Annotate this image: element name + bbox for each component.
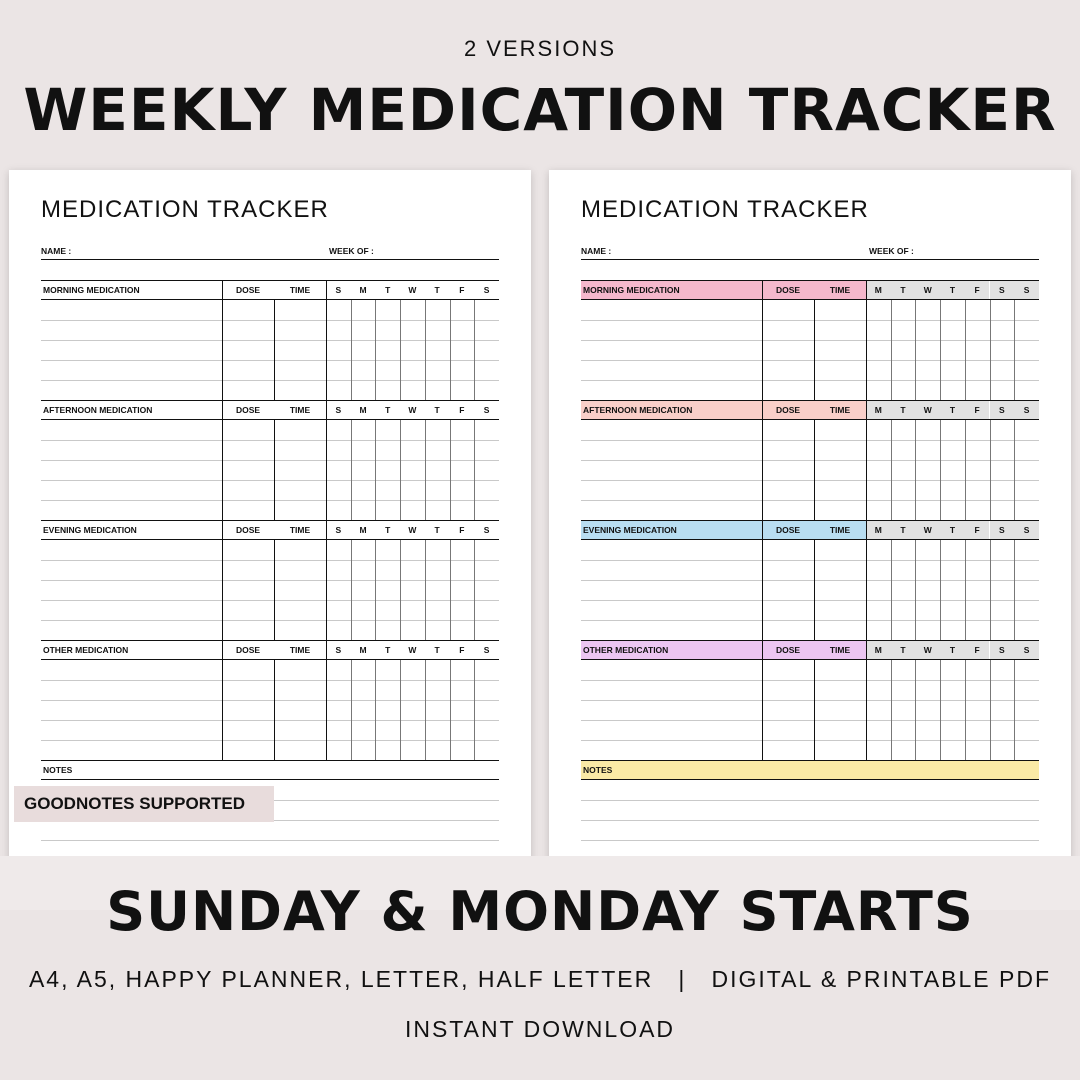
day-header: F [965,281,990,299]
column-divider [474,540,475,640]
row-line [41,560,499,561]
column-divider [990,420,991,520]
day-header: W [400,641,425,659]
day-header: S [1014,401,1039,419]
row-line [581,680,1039,681]
column-divider [400,420,401,520]
column-divider [965,660,966,760]
day-header: F [965,521,990,539]
column-divider [866,521,867,541]
sheet-title: MEDICATION TRACKER [581,196,869,223]
row-line [581,500,1039,501]
day-header: S [326,401,351,419]
day-header: S [1014,521,1039,539]
column-divider [762,401,763,421]
column-divider [425,540,426,640]
time-header: TIME [814,281,866,299]
column-divider [1014,540,1015,640]
column-divider [762,641,763,661]
time-header: TIME [274,281,326,299]
day-header: W [915,521,940,539]
day-header: S [326,641,351,659]
day-header: T [940,281,965,299]
row-line [41,620,499,621]
day-header: W [400,401,425,419]
column-divider [326,641,327,661]
tracker-sheet-sunday [9,170,531,870]
footer-title: SUNDAY & MONDAY STARTS [106,880,974,943]
column-divider [940,420,941,520]
day-header: T [375,281,400,299]
column-divider [915,660,916,760]
column-divider [326,660,327,760]
notes-header: NOTES [41,760,499,780]
notes-line [581,840,1039,841]
dose-header: DOSE [222,641,274,659]
column-divider [965,420,966,520]
day-header: T [425,521,450,539]
notes-line [581,800,1039,801]
page-subtitle: 2 VERSIONS [463,36,617,61]
day-header: S [990,401,1015,419]
column-divider [474,420,475,520]
day-header: T [375,521,400,539]
column-divider [762,540,763,640]
download-line: INSTANT DOWNLOAD [404,1016,676,1042]
dose-header: DOSE [222,401,274,419]
column-divider [762,281,763,301]
section-header [581,280,1039,300]
column-divider [222,641,223,661]
section-header [581,640,1039,660]
time-header: TIME [814,521,866,539]
column-divider [326,521,327,541]
row-line [41,580,499,581]
name-label: NAME : [41,246,72,256]
section-rows [41,660,499,760]
row-line [41,320,499,321]
column-divider [375,420,376,520]
day-header: S [990,641,1015,659]
time-header: TIME [274,401,326,419]
column-divider [866,641,867,661]
row-line [41,680,499,681]
day-header: W [915,401,940,419]
column-divider [940,300,941,400]
column-divider [940,660,941,760]
row-line [581,720,1039,721]
day-header: M [866,641,891,659]
row-line [581,360,1039,361]
row-line [581,340,1039,341]
column-divider [891,660,892,760]
time-header: TIME [274,521,326,539]
column-divider [990,300,991,400]
section-rows [41,300,499,400]
page-title: WEEKLY MEDICATION TRACKER [23,76,1057,144]
column-divider [762,300,763,400]
column-divider [762,521,763,541]
section-rows [41,540,499,640]
day-header: F [450,641,475,659]
day-header: M [351,401,376,419]
day-header: S [474,401,499,419]
day-header: S [474,521,499,539]
medication-section [41,640,499,760]
day-header: T [940,401,965,419]
column-divider [400,300,401,400]
time-header: TIME [814,401,866,419]
column-divider [762,660,763,760]
column-divider [866,281,867,301]
column-divider [274,300,275,400]
column-divider [450,660,451,760]
day-header: T [425,281,450,299]
column-divider [814,660,815,760]
day-header: T [425,401,450,419]
column-divider [222,660,223,760]
day-header: T [891,401,916,419]
section-rows [581,420,1039,520]
column-divider [814,300,815,400]
notes-header: NOTES [581,760,1039,780]
column-divider [891,420,892,520]
section-name: OTHER MEDICATION [581,641,762,659]
column-divider [326,300,327,400]
day-header: M [866,401,891,419]
column-divider [450,540,451,640]
day-header: M [866,521,891,539]
day-header: S [474,641,499,659]
column-divider [866,420,867,520]
column-divider [814,540,815,640]
row-line [581,320,1039,321]
section-header [581,400,1039,420]
row-line [41,340,499,341]
medication-section [41,400,499,520]
column-divider [450,420,451,520]
column-divider [866,300,867,400]
day-header: T [891,521,916,539]
column-divider [990,540,991,640]
column-divider [450,300,451,400]
day-header: W [400,281,425,299]
column-divider [891,300,892,400]
column-divider [915,420,916,520]
column-divider [915,540,916,640]
row-line [581,620,1039,621]
row-line [581,600,1039,601]
column-divider [425,300,426,400]
sheet-title: MEDICATION TRACKER [41,196,329,223]
column-divider [891,540,892,640]
section-name: MORNING MEDICATION [581,281,762,299]
name-week-row [41,246,499,260]
day-header: W [400,521,425,539]
notes-line [41,840,499,841]
day-header: S [326,521,351,539]
row-line [41,720,499,721]
column-divider [965,540,966,640]
column-divider [326,401,327,421]
section-rows [581,660,1039,760]
day-header: W [915,641,940,659]
column-divider [274,420,275,520]
section-rows [581,300,1039,400]
day-header: T [940,641,965,659]
row-line [41,360,499,361]
formats-line: A4, A5, HAPPY PLANNER, LETTER, HALF LETTER | DIGITAL & PRINTABLE PDF [28,966,1052,992]
day-header: M [351,521,376,539]
name-week-row [581,246,1039,260]
column-divider [326,420,327,520]
row-line [581,560,1039,561]
day-header: T [940,521,965,539]
column-divider [222,300,223,400]
column-divider [990,660,991,760]
row-line [581,460,1039,461]
dose-header: DOSE [762,281,814,299]
day-header: F [450,281,475,299]
column-divider [375,300,376,400]
column-divider [762,420,763,520]
column-divider [351,660,352,760]
medication-section [41,520,499,640]
column-divider [1014,420,1015,520]
section-rows [581,540,1039,640]
day-header: F [965,641,990,659]
day-header: S [990,281,1015,299]
column-divider [940,540,941,640]
medication-section [581,640,1039,760]
column-divider [425,420,426,520]
column-divider [425,660,426,760]
row-line [41,600,499,601]
column-divider [866,401,867,421]
column-divider [965,300,966,400]
day-header: S [474,281,499,299]
column-divider [915,300,916,400]
row-line [41,440,499,441]
goodnotes-badge: GOODNOTES SUPPORTED [14,786,274,822]
column-divider [222,281,223,301]
row-line [581,380,1039,381]
day-header: T [891,281,916,299]
medication-section [581,280,1039,400]
name-label: NAME : [581,246,612,256]
column-divider [400,540,401,640]
week-of-label: WEEK OF : [869,246,914,256]
day-header: S [326,281,351,299]
day-header: W [915,281,940,299]
day-header: F [450,401,475,419]
dose-header: DOSE [222,521,274,539]
column-divider [474,300,475,400]
column-divider [400,660,401,760]
section-name: OTHER MEDICATION [41,641,222,659]
day-header: S [1014,641,1039,659]
dose-header: DOSE [222,281,274,299]
row-line [41,460,499,461]
column-divider [814,420,815,520]
column-divider [351,300,352,400]
day-header: S [1014,281,1039,299]
column-divider [474,660,475,760]
column-divider [351,540,352,640]
column-divider [274,540,275,640]
row-line [41,740,499,741]
column-divider [222,401,223,421]
column-divider [375,660,376,760]
row-line [581,740,1039,741]
section-header [41,520,499,540]
day-header: T [375,401,400,419]
section-header [41,400,499,420]
column-divider [866,660,867,760]
notes-line [581,820,1039,821]
column-divider [326,540,327,640]
dose-header: DOSE [762,401,814,419]
time-header: TIME [814,641,866,659]
section-header [41,640,499,660]
section-name: AFTERNOON MEDICATION [41,401,222,419]
day-header: S [990,521,1015,539]
column-divider [351,420,352,520]
column-divider [1014,300,1015,400]
column-divider [222,521,223,541]
column-divider [222,540,223,640]
day-header: M [351,641,376,659]
row-line [581,440,1039,441]
tracker-sheet-monday [549,170,1071,870]
row-line [41,700,499,701]
medication-section [581,520,1039,640]
row-line [41,380,499,381]
column-divider [326,281,327,301]
section-rows [41,420,499,520]
row-line [41,480,499,481]
section-name: MORNING MEDICATION [41,281,222,299]
medication-section [581,400,1039,520]
medication-section [41,280,499,400]
section-header [41,280,499,300]
day-header: F [965,401,990,419]
column-divider [375,540,376,640]
section-name: EVENING MEDICATION [41,521,222,539]
time-header: TIME [274,641,326,659]
row-line [581,700,1039,701]
column-divider [866,540,867,640]
day-header: T [375,641,400,659]
day-header: M [866,281,891,299]
day-header: M [351,281,376,299]
section-name: AFTERNOON MEDICATION [581,401,762,419]
day-header: T [425,641,450,659]
row-line [581,480,1039,481]
day-header: T [891,641,916,659]
column-divider [1014,660,1015,760]
row-line [581,580,1039,581]
section-header [581,520,1039,540]
section-name: EVENING MEDICATION [581,521,762,539]
dose-header: DOSE [762,521,814,539]
column-divider [274,660,275,760]
week-of-label: WEEK OF : [329,246,374,256]
column-divider [222,420,223,520]
day-header: F [450,521,475,539]
row-line [41,500,499,501]
dose-header: DOSE [762,641,814,659]
